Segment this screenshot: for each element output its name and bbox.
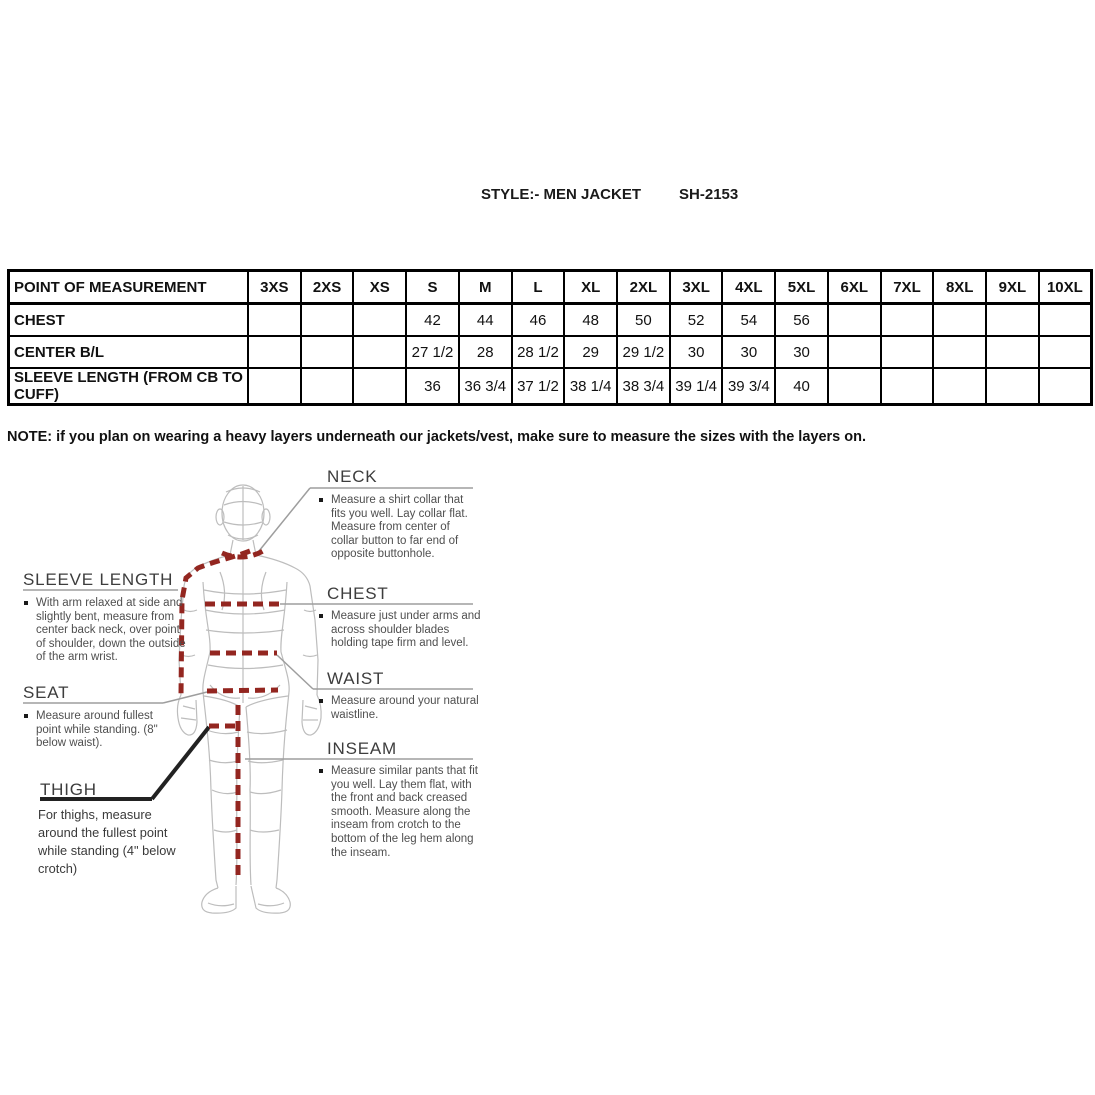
table-row <box>9 336 1092 368</box>
column-header-size: 3XS <box>248 271 301 304</box>
column-header-size: 3XL <box>670 271 723 304</box>
size-value-cell: 48 <box>564 304 617 337</box>
column-header-size: XL <box>564 271 617 304</box>
inseam-label-block <box>327 739 397 759</box>
neck-heading: NECK <box>327 467 378 486</box>
size-value-cell: 38 3/4 <box>617 368 670 405</box>
column-header-size: L <box>512 271 565 304</box>
column-header-size: 2XS <box>301 271 354 304</box>
size-value-cell <box>1039 336 1092 368</box>
column-header-size: S <box>406 271 459 304</box>
size-value-cell <box>353 368 406 405</box>
body-wireframe <box>177 485 321 913</box>
size-value-cell: 46 <box>512 304 565 337</box>
size-value-cell: 42 <box>406 304 459 337</box>
column-header-size: M <box>459 271 512 304</box>
chest-heading: CHEST <box>327 584 389 603</box>
column-header-size: 9XL <box>986 271 1039 304</box>
column-header-size: 2XL <box>617 271 670 304</box>
column-header-size: 4XL <box>722 271 775 304</box>
size-value-cell <box>248 336 301 368</box>
seat-heading: SEAT <box>23 683 70 702</box>
neck-label-block <box>327 467 377 487</box>
seat-description: Measure around fullest point while standing. (8" below waist). <box>36 710 166 751</box>
bullet-icon <box>319 614 323 618</box>
column-header-size: 7XL <box>881 271 934 304</box>
size-value-cell <box>301 368 354 405</box>
table-row <box>9 368 1092 405</box>
size-value-cell: 29 1/2 <box>617 336 670 368</box>
column-header-size: 10XL <box>1039 271 1092 304</box>
size-value-cell: 27 1/2 <box>406 336 459 368</box>
size-value-cell: 36 3/4 <box>459 368 512 405</box>
size-value-cell <box>301 304 354 337</box>
size-value-cell <box>986 336 1039 368</box>
size-value-cell <box>986 368 1039 405</box>
bullet-icon <box>319 699 323 703</box>
size-value-cell: 30 <box>722 336 775 368</box>
size-value-cell <box>881 304 934 337</box>
size-value-cell <box>881 336 934 368</box>
neck-desc-block <box>331 494 475 562</box>
size-value-cell: 40 <box>775 368 828 405</box>
sleeve-length-heading: SLEEVE LENGTH <box>23 570 174 589</box>
size-value-cell <box>353 336 406 368</box>
sleeve-length-label-block <box>23 570 173 590</box>
size-value-cell: 28 1/2 <box>512 336 565 368</box>
size-value-cell <box>933 336 986 368</box>
size-value-cell <box>933 368 986 405</box>
size-value-cell <box>828 304 881 337</box>
row-label: SLEEVE LENGTH (FROM CB TO CUFF) <box>9 368 249 405</box>
thigh-heading: THIGH <box>40 780 97 799</box>
thigh-desc-block <box>38 806 193 878</box>
column-header-size: 6XL <box>828 271 881 304</box>
style-code: SH-2153 <box>679 186 739 203</box>
size-value-cell <box>248 368 301 405</box>
size-value-cell: 56 <box>775 304 828 337</box>
size-value-cell: 50 <box>617 304 670 337</box>
bullet-icon <box>319 769 323 773</box>
size-value-cell: 38 1/4 <box>564 368 617 405</box>
waist-desc-block <box>331 695 481 722</box>
waist-heading: WAIST <box>327 669 385 688</box>
size-value-cell: 44 <box>459 304 512 337</box>
size-value-cell: 36 <box>406 368 459 405</box>
chest-desc-block <box>331 610 481 651</box>
size-table <box>7 269 1093 406</box>
column-header-size: XS <box>353 271 406 304</box>
neck-description: Measure a shirt collar that fits you well. Lay collar flat. Measure from center of collar button to far end of opposite buttonhole. <box>331 494 475 562</box>
size-value-cell <box>1039 304 1092 337</box>
size-value-cell <box>301 336 354 368</box>
waist-description: Measure around your natural waistline. <box>331 695 481 722</box>
measurement-dashed-lines <box>181 551 280 878</box>
size-value-cell: 39 3/4 <box>722 368 775 405</box>
bullet-icon <box>24 601 28 605</box>
column-header-size: 8XL <box>933 271 986 304</box>
row-label: CHEST <box>9 304 249 337</box>
sleeve-length-description: With arm relaxed at side and slightly bent, measure from center back neck, over point of shoulder, down the outside of the arm wrist. <box>36 597 188 665</box>
seat-measure-line <box>207 690 278 691</box>
inseam-heading: INSEAM <box>327 739 397 758</box>
table-row <box>9 304 1092 337</box>
thigh-description: For thighs, measure around the fullest point while standing (4" below crotch) <box>38 807 176 876</box>
sleeve-measure-line <box>181 551 250 695</box>
size-value-cell: 39 1/4 <box>670 368 723 405</box>
chest-description: Measure just under arms and across shoulder blades holding tape firm and level. <box>331 610 481 651</box>
seat-desc-block <box>36 710 166 751</box>
size-value-cell <box>828 336 881 368</box>
seat-label-block <box>23 683 69 703</box>
inseam-desc-block <box>331 765 479 860</box>
note-text: NOTE: if you plan on wearing a heavy layers underneath our jackets/vest, make sure to measure the sizes with the layers on. <box>7 429 867 445</box>
chest-label-block <box>327 584 389 604</box>
size-value-cell: 54 <box>722 304 775 337</box>
size-value-cell <box>881 368 934 405</box>
size-value-cell: 37 1/2 <box>512 368 565 405</box>
size-value-cell <box>353 304 406 337</box>
column-header-size: 5XL <box>775 271 828 304</box>
thigh-label-block <box>40 780 97 800</box>
size-value-cell: 28 <box>459 336 512 368</box>
size-value-cell <box>1039 368 1092 405</box>
bullet-icon <box>24 714 28 718</box>
inseam-description: Measure similar pants that fit you well. Lay them flat, with the front and back creased smooth. Measure along the inseam from crotch to the bottom of the leg hem along the inseam. <box>331 765 479 860</box>
sleeve-length-desc-block <box>36 597 188 665</box>
row-label: CENTER B/L <box>9 336 249 368</box>
size-value-cell: 30 <box>775 336 828 368</box>
size-value-cell <box>986 304 1039 337</box>
page-title <box>481 186 738 203</box>
bullet-icon <box>319 498 323 502</box>
style-label: STYLE:- MEN JACKET <box>481 186 642 203</box>
size-value-cell: 29 <box>564 336 617 368</box>
size-value-cell <box>933 304 986 337</box>
waist-label-block <box>327 669 384 689</box>
size-value-cell: 52 <box>670 304 723 337</box>
column-header-label: POINT OF MEASUREMENT <box>9 271 249 304</box>
size-value-cell <box>828 368 881 405</box>
size-value-cell: 30 <box>670 336 723 368</box>
size-value-cell <box>248 304 301 337</box>
